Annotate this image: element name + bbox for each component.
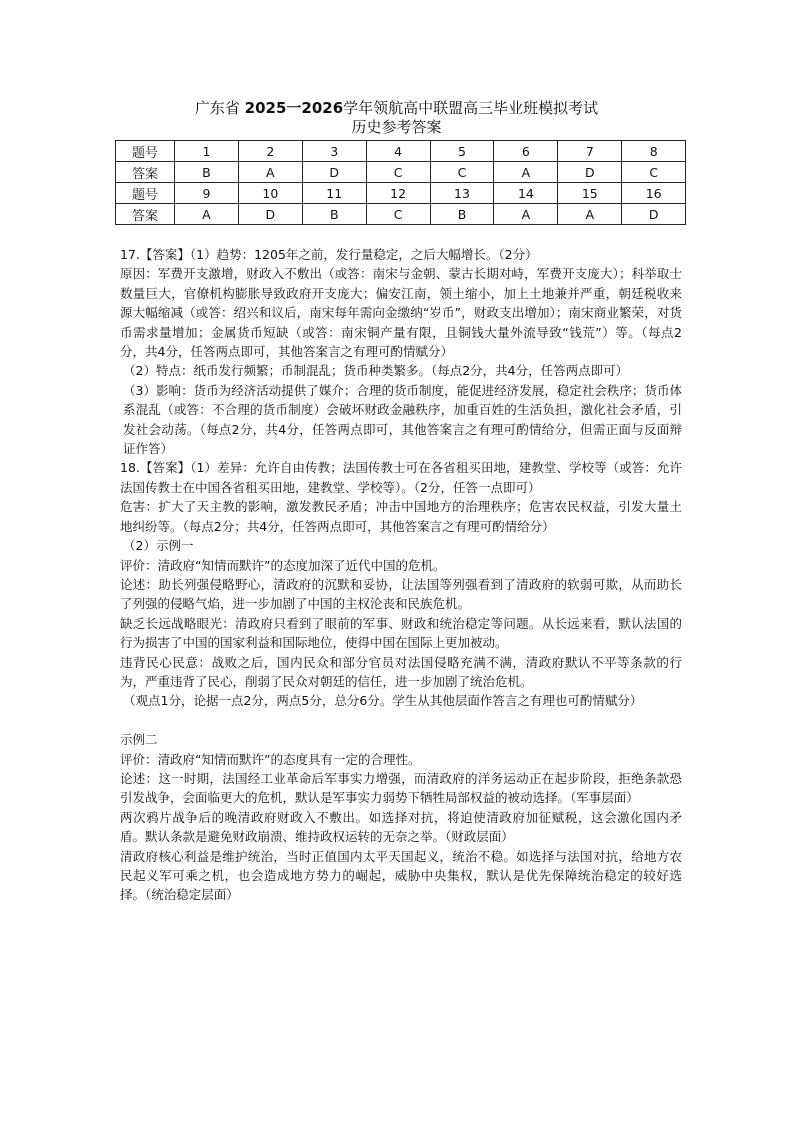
table-cell: D xyxy=(558,162,622,183)
table-cell: A xyxy=(175,204,239,225)
table-cell: 13 xyxy=(430,183,494,204)
table-cell: 12 xyxy=(366,183,430,204)
title-exam-name: 学年领航高中联盟高三毕业班模拟考试 xyxy=(343,99,599,117)
table-row xyxy=(116,162,686,183)
q18-example-two-heading: 示例二 xyxy=(120,732,158,748)
q18-example-one-argument: 论述：助长列强侵略野心，清政府的沉默和妥协，让法国等列强看到了清政府的软弱可欺，从而助长了列强的侵略气焰，进一步加剧了中国的主权沦丧和民族危机。 xyxy=(120,576,682,612)
answer-content xyxy=(120,245,682,905)
table-cell: 5 xyxy=(430,141,494,162)
table-cell: 10 xyxy=(238,183,302,204)
table-cell: 16 xyxy=(622,183,686,204)
q18-differences: 18.【答案】（1）差异：允许自由传教；法国传教士可在各省租买田地，建教堂、学校等（或答：允许法国传教士在中国各省租买田地，建教堂、学校等）。（2分，任答一点即可） xyxy=(120,460,682,495)
row-header-answer: 答案 xyxy=(116,162,175,183)
q18-example-one-heading: （2）示例一 xyxy=(123,538,194,554)
table-cell: D xyxy=(622,204,686,225)
table-cell: 9 xyxy=(175,183,239,204)
q18-example-two-finance: 两次鸦片战争后的晚清政府财政入不敷出。如选择对抗，将迫使清政府加征赋税，这会激化国内矛盾。默认条款是避免财政崩溃、维持政权运转的无奈之举。（财政层面） xyxy=(120,809,682,845)
table-cell: B xyxy=(430,204,494,225)
table-cell: 4 xyxy=(366,141,430,162)
table-cell: B xyxy=(302,204,366,225)
q17-features: （2）特点：纸币发行频繁；币制混乱；货币种类繁多。（每点2分，共4分，任答两点即可） xyxy=(123,363,629,379)
q18-example-two-stability: 清政府核心利益是维护统治，当时正值国内太平天国起义，统治不稳。如选择与法国对抗，给地方农民起义军可乘之机，也会造成地方势力的崛起，威胁中央集权，默认是优先保障统治稳定的较好选择。（统治稳定层面） xyxy=(120,848,682,903)
table-cell: D xyxy=(238,204,302,225)
table-cell: A xyxy=(558,204,622,225)
table-row xyxy=(116,141,686,162)
q17-impact: （3）影响：货币为经济活动提供了媒介；合理的货币制度，能促进经济发展，稳定社会秩序；货币体系混乱（或答：不合理的货币制度）会破坏财政金融秩序，加重百姓的生活负担，激化社会矛盾，引发社会动荡。（每点2分，共4分，任答两点即可，其他答案言之有理可酌情给分，但需正面与反面辩证作答） xyxy=(123,382,682,457)
q17-trend: 17.【答案】（1）趋势：1205年之前，发行量稳定，之后大幅增长。（2分） xyxy=(120,247,538,262)
q18-example-two-military: 论述：这一时期，法国经工业革命后军事实力增强，而清政府的洋务运动正在起步阶段，拒绝条款恐引发战争，会面临更大的危机，默认是军事实力弱势下牺牲局部权益的被动选择。（军事层面） xyxy=(120,770,682,806)
document-title xyxy=(0,99,793,117)
row-header-question-number: 题号 xyxy=(116,183,175,204)
q18-example-two-evaluation: 评价：清政府“知情而默许”的态度具有一定的合理性。 xyxy=(120,751,421,767)
q18-scoring-note: （观点1分，论据一点2分，两点5分，总分6分。学生从其他层面作答言之有理也可酌情赋分） xyxy=(123,693,643,709)
table-cell: 7 xyxy=(558,141,622,162)
row-header-question-number: 题号 xyxy=(116,141,175,162)
answer-key-table xyxy=(115,140,686,225)
table-row xyxy=(116,204,686,225)
table-row xyxy=(116,183,686,204)
table-cell: C xyxy=(622,162,686,183)
document-subtitle: 历史参考答案 xyxy=(351,118,442,136)
q18-harms: 危害：扩大了天主教的影响，激发教民矛盾；冲击中国地方的治理秩序；危害农民权益，引发大量土地纠纷等。（每点2分；共4分，任答两点即可，其他答案言之有理可酌情给分） xyxy=(120,499,682,534)
q18-example-one-evaluation: 评价：清政府“知情而默许”的态度加深了近代中国的危机。 xyxy=(120,557,446,573)
table-cell: B xyxy=(175,162,239,183)
table-cell: A xyxy=(238,162,302,183)
title-province: 广东省 xyxy=(194,99,240,117)
table-cell: 6 xyxy=(494,141,558,162)
table-cell: 8 xyxy=(622,141,686,162)
table-cell: 3 xyxy=(302,141,366,162)
q18-example-one-public-will: 违背民心民意：战败之后，国内民众和部分官员对法国侵略充满不满，清政府默认不平等条款的行为，严重违背了民心，削弱了民众对朝廷的信任，进一步加剧了统治危机。 xyxy=(120,654,682,689)
table-cell: C xyxy=(430,162,494,183)
row-header-answer: 答案 xyxy=(116,204,175,225)
table-cell: C xyxy=(366,204,430,225)
table-cell: D xyxy=(302,162,366,183)
table-cell: 15 xyxy=(558,183,622,204)
table-cell: A xyxy=(494,204,558,225)
table-cell: A xyxy=(494,162,558,183)
table-cell: 1 xyxy=(175,141,239,162)
table-cell: 2 xyxy=(238,141,302,162)
q17-reasons: 原因：军费开支激增，财政入不敷出（或答：南宋与金朝、蒙古长期对峙，军费开支庞大）；科举取士数量巨大，官僚机构膨胀导致政府开支庞大；偏安江南，领土缩小，加上土地兼并严重，朝廷税收来源大幅缩减（或答：绍兴和议后，南宋每年需向金缴纳“岁币”，财政支出增加）；南宋商业繁荣，对货币需求量增加；金属货币短缺（或答：南宋铜产量有限，且铜钱大量外流导致“钱荒”）等。（每点2分，共4分，任答两点即可，其他答案言之有理可酌情赋分） xyxy=(120,266,682,360)
table-cell: C xyxy=(366,162,430,183)
paragraph-spacer xyxy=(120,711,682,730)
table-cell: 11 xyxy=(302,183,366,204)
q18-example-one-strategy: 缺乏长远战略眼光：清政府只看到了眼前的军事、财政和统治稳定等问题。从长远来看，默认法国的行为损害了中国的国家利益和国际地位，使得中国在国际上更加被动。 xyxy=(120,615,682,651)
table-cell: 14 xyxy=(494,183,558,204)
title-year: 2025一2026 xyxy=(244,99,344,117)
